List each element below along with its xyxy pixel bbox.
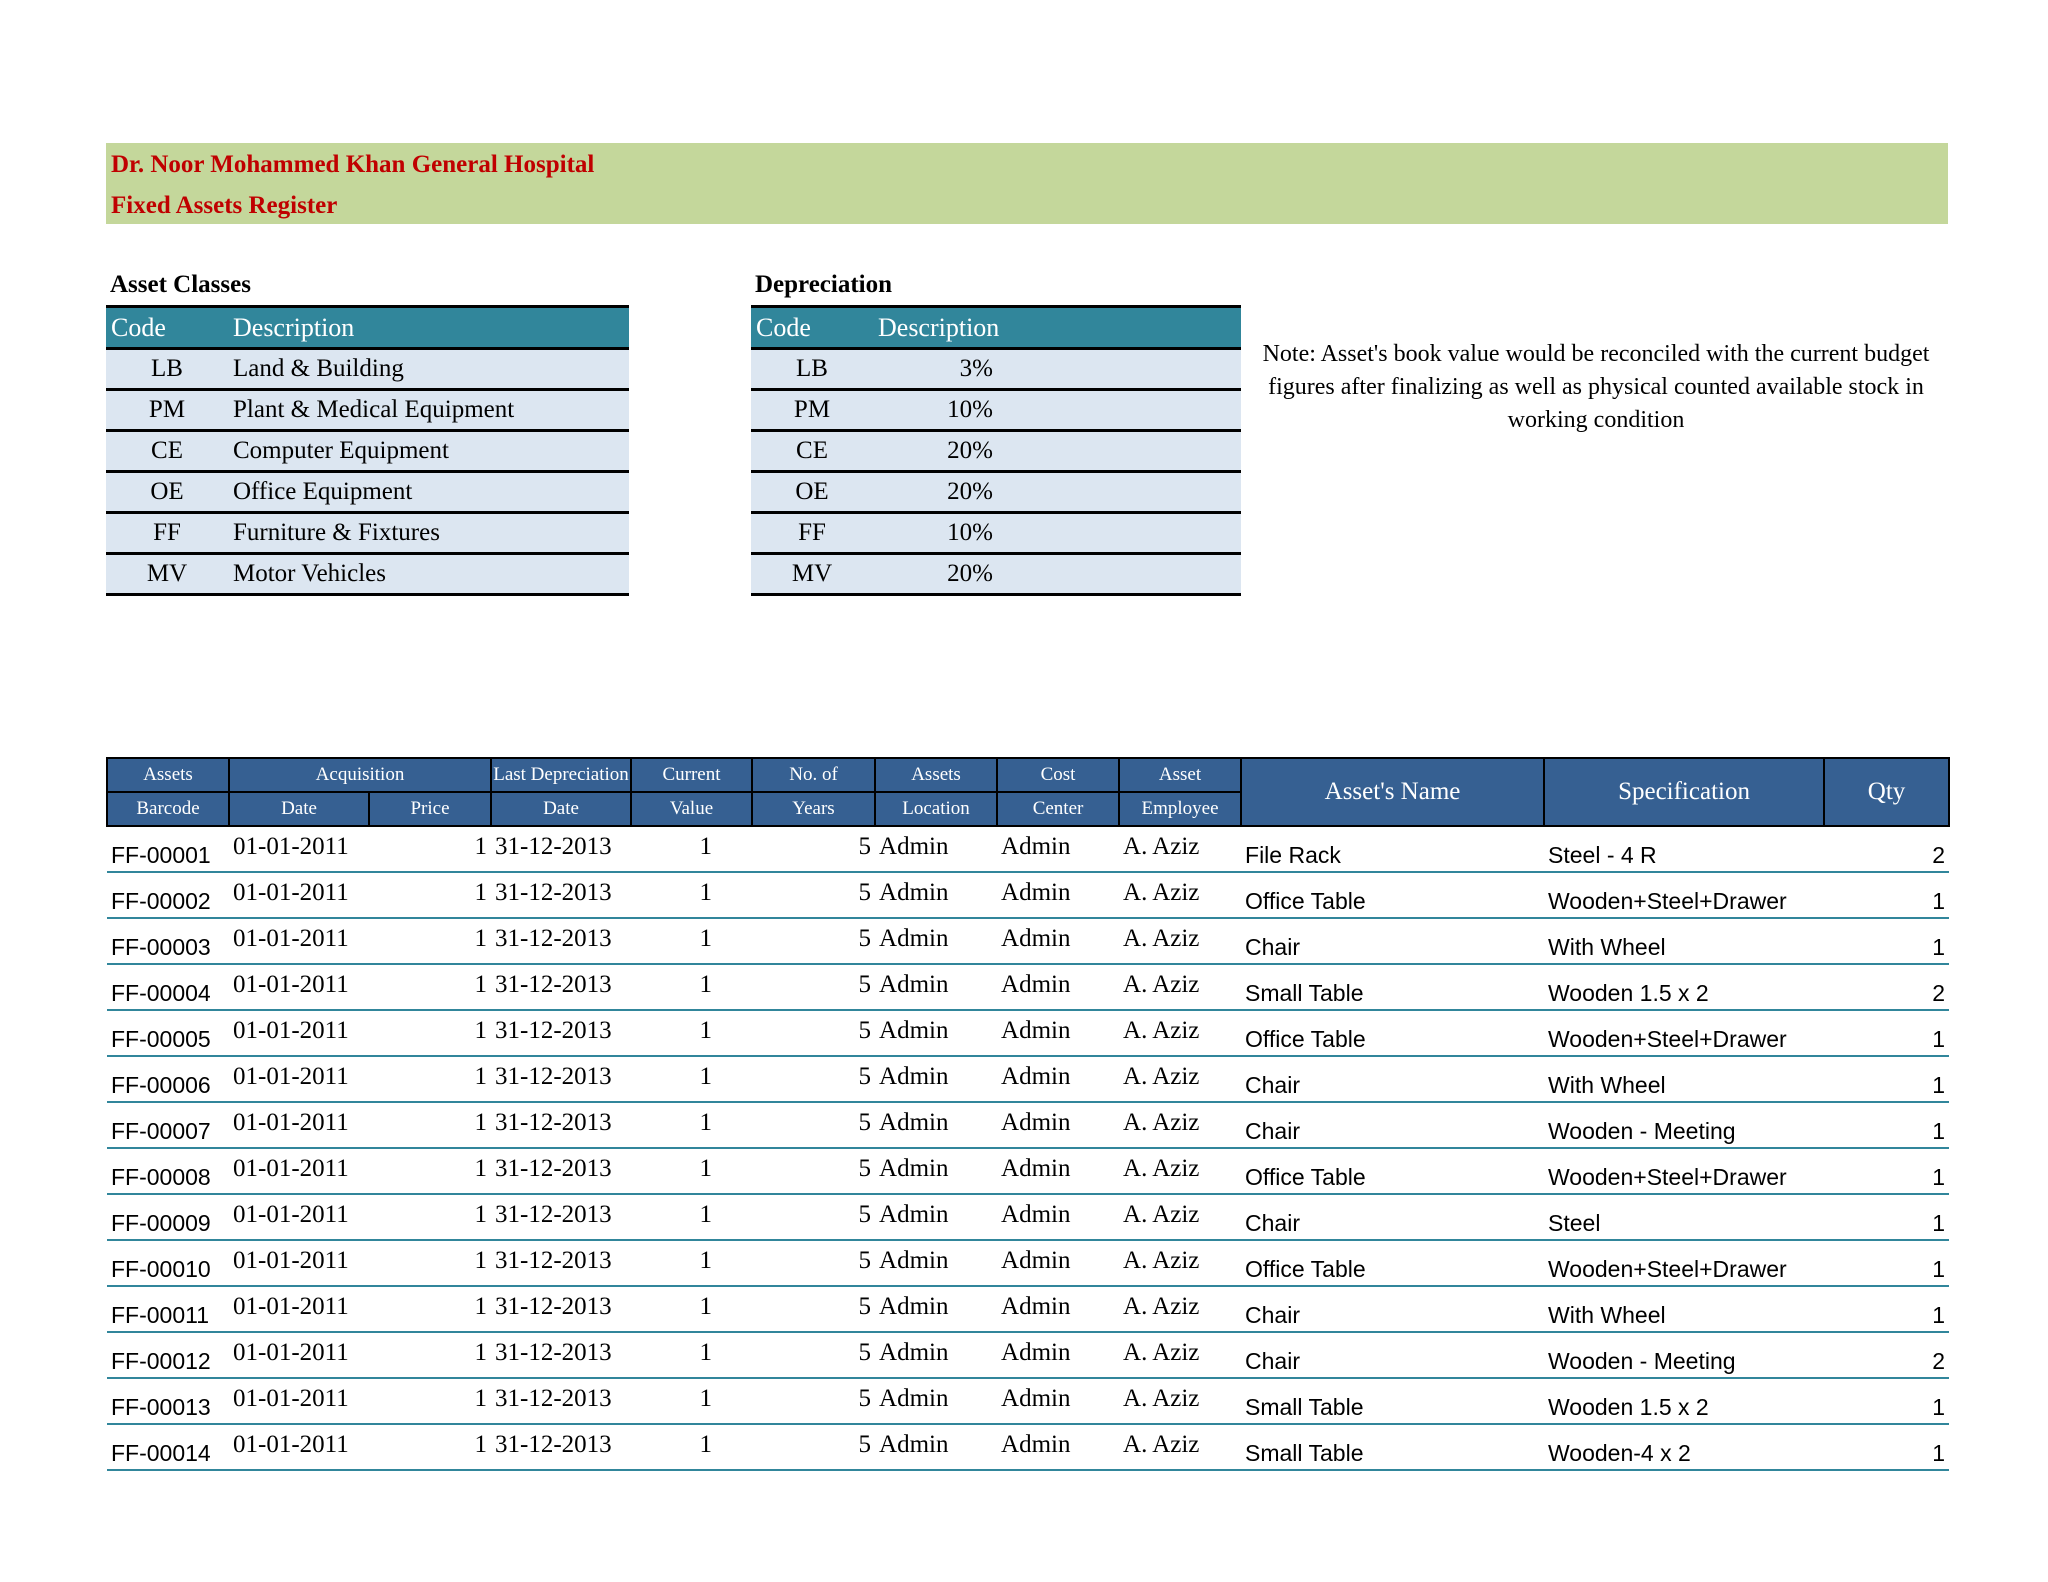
- asset-name: Chair: [1241, 1102, 1544, 1148]
- asset-barcode: FF-00006: [107, 1056, 229, 1102]
- depreciation-code: CE: [751, 431, 873, 472]
- acquisition-price: 1: [369, 1378, 491, 1424]
- last-depreciation-date: 31-12-2013: [491, 1286, 631, 1332]
- acquisition-price: 1: [369, 1332, 491, 1378]
- acquisition-date: 01-01-2011: [229, 1424, 369, 1470]
- acquisition-date: 01-01-2011: [229, 918, 369, 964]
- acquisition-price: 1: [369, 1056, 491, 1102]
- asset-barcode: FF-00010: [107, 1240, 229, 1286]
- column-header-description: Description: [228, 307, 629, 349]
- number-of-years: 5: [752, 1424, 875, 1470]
- asset-qty: 2: [1824, 1332, 1949, 1378]
- depreciation-rate: 10%: [873, 513, 993, 554]
- asset-class-description: Plant & Medical Equipment: [228, 390, 629, 431]
- depreciation-row: [751, 431, 1241, 472]
- column-header-description: Description: [873, 307, 1241, 349]
- current-value: 1: [631, 1424, 752, 1470]
- cost-center: Admin: [997, 1332, 1119, 1378]
- header-last-depreciation: Last Depreciation: [491, 758, 631, 792]
- cost-center: Admin: [997, 1424, 1119, 1470]
- asset-location: Admin: [875, 872, 997, 918]
- table-row: [107, 1010, 1949, 1056]
- asset-class-code: LB: [106, 349, 228, 390]
- acquisition-date: 01-01-2011: [229, 1378, 369, 1424]
- asset-barcode: FF-00007: [107, 1102, 229, 1148]
- depreciation-blank: [993, 554, 1241, 595]
- header-last-depreciation-date: Date: [491, 792, 631, 826]
- asset-class-row: [106, 513, 629, 554]
- last-depreciation-date: 31-12-2013: [491, 1102, 631, 1148]
- document-title: Fixed Assets Register: [111, 192, 338, 219]
- header-years: Years: [752, 792, 875, 826]
- asset-specification: Wooden - Meeting: [1544, 1332, 1824, 1378]
- acquisition-date: 01-01-2011: [229, 964, 369, 1010]
- current-value: 1: [631, 1378, 752, 1424]
- acquisition-date: 01-01-2011: [229, 872, 369, 918]
- table-row: [107, 872, 1949, 918]
- asset-barcode: FF-00013: [107, 1378, 229, 1424]
- table-row: [107, 1056, 1949, 1102]
- header-cost: Cost: [997, 758, 1119, 792]
- asset-class-code: OE: [106, 472, 228, 513]
- asset-location: Admin: [875, 1102, 997, 1148]
- asset-specification: With Wheel: [1544, 1286, 1824, 1332]
- asset-location: Admin: [875, 1424, 997, 1470]
- table-row: [107, 964, 1949, 1010]
- number-of-years: 5: [752, 1378, 875, 1424]
- header-center: Center: [997, 792, 1119, 826]
- current-value: 1: [631, 1286, 752, 1332]
- asset-location: Admin: [875, 826, 997, 872]
- asset-barcode: FF-00001: [107, 826, 229, 872]
- last-depreciation-date: 31-12-2013: [491, 918, 631, 964]
- asset-class-code: FF: [106, 513, 228, 554]
- asset-class-row: [106, 472, 629, 513]
- depreciation-row: [751, 472, 1241, 513]
- title-band: [106, 143, 1948, 224]
- table-row: [107, 1240, 1949, 1286]
- asset-name: Chair: [1241, 1286, 1544, 1332]
- cost-center: Admin: [997, 1148, 1119, 1194]
- depreciation-label: Depreciation: [755, 271, 893, 298]
- table-row: [107, 1332, 1949, 1378]
- depreciation-row: [751, 349, 1241, 390]
- last-depreciation-date: 31-12-2013: [491, 1332, 631, 1378]
- asset-barcode: FF-00008: [107, 1148, 229, 1194]
- asset-location: Admin: [875, 1010, 997, 1056]
- asset-class-code: MV: [106, 554, 228, 595]
- last-depreciation-date: 31-12-2013: [491, 1378, 631, 1424]
- asset-name: File Rack: [1241, 826, 1544, 872]
- current-value: 1: [631, 1240, 752, 1286]
- number-of-years: 5: [752, 964, 875, 1010]
- table-row: [107, 1286, 1949, 1332]
- asset-classes-label: Asset Classes: [110, 271, 251, 298]
- table-row: [107, 826, 1949, 872]
- asset-qty: 1: [1824, 1424, 1949, 1470]
- asset-employee: A. Aziz: [1119, 1240, 1241, 1286]
- number-of-years: 5: [752, 1332, 875, 1378]
- depreciation-code: LB: [751, 349, 873, 390]
- current-value: 1: [631, 1102, 752, 1148]
- asset-name: Chair: [1241, 1194, 1544, 1240]
- number-of-years: 5: [752, 1286, 875, 1332]
- asset-employee: A. Aziz: [1119, 1378, 1241, 1424]
- last-depreciation-date: 31-12-2013: [491, 872, 631, 918]
- acquisition-price: 1: [369, 1010, 491, 1056]
- cost-center: Admin: [997, 1378, 1119, 1424]
- asset-class-description: Office Equipment: [228, 472, 629, 513]
- asset-barcode: FF-00012: [107, 1332, 229, 1378]
- cost-center: Admin: [997, 826, 1119, 872]
- current-value: 1: [631, 918, 752, 964]
- asset-specification: Wooden - Meeting: [1544, 1102, 1824, 1148]
- asset-specification: Wooden 1.5 x 2: [1544, 1378, 1824, 1424]
- acquisition-price: 1: [369, 1240, 491, 1286]
- acquisition-date: 01-01-2011: [229, 1240, 369, 1286]
- asset-qty: 1: [1824, 872, 1949, 918]
- asset-qty: 1: [1824, 1194, 1949, 1240]
- asset-specification: With Wheel: [1544, 918, 1824, 964]
- asset-barcode: FF-00002: [107, 872, 229, 918]
- current-value: 1: [631, 1056, 752, 1102]
- acquisition-price: 1: [369, 1424, 491, 1470]
- asset-barcode: FF-00003: [107, 918, 229, 964]
- asset-name: Small Table: [1241, 964, 1544, 1010]
- acquisition-price: 1: [369, 826, 491, 872]
- depreciation-rate: 10%: [873, 390, 993, 431]
- asset-location: Admin: [875, 1286, 997, 1332]
- asset-specification: Steel - 4 R: [1544, 826, 1824, 872]
- asset-barcode: FF-00011: [107, 1286, 229, 1332]
- asset-employee: A. Aziz: [1119, 964, 1241, 1010]
- depreciation-blank: [993, 513, 1241, 554]
- asset-qty: 1: [1824, 1286, 1949, 1332]
- acquisition-date: 01-01-2011: [229, 1194, 369, 1240]
- cost-center: Admin: [997, 1056, 1119, 1102]
- depreciation-rate: 20%: [873, 472, 993, 513]
- asset-name: Office Table: [1241, 1240, 1544, 1286]
- header-asset-employee-top: Asset: [1119, 758, 1241, 792]
- number-of-years: 5: [752, 1240, 875, 1286]
- asset-barcode: FF-00014: [107, 1424, 229, 1470]
- last-depreciation-date: 31-12-2013: [491, 1424, 631, 1470]
- asset-employee: A. Aziz: [1119, 1148, 1241, 1194]
- asset-class-description: Land & Building: [228, 349, 629, 390]
- asset-barcode: FF-00004: [107, 964, 229, 1010]
- header-specification: Specification: [1544, 758, 1824, 826]
- asset-qty: 1: [1824, 1378, 1949, 1424]
- number-of-years: 5: [752, 1056, 875, 1102]
- acquisition-date: 01-01-2011: [229, 1148, 369, 1194]
- asset-employee: A. Aziz: [1119, 1424, 1241, 1470]
- asset-location: Admin: [875, 1056, 997, 1102]
- last-depreciation-date: 31-12-2013: [491, 1148, 631, 1194]
- organization-name: Dr. Noor Mohammed Khan General Hospital: [111, 151, 595, 178]
- asset-location: Admin: [875, 1240, 997, 1286]
- asset-employee: A. Aziz: [1119, 1286, 1241, 1332]
- asset-employee: A. Aziz: [1119, 872, 1241, 918]
- last-depreciation-date: 31-12-2013: [491, 1056, 631, 1102]
- depreciation-blank: [993, 390, 1241, 431]
- table-row: [107, 1424, 1949, 1470]
- current-value: 1: [631, 1148, 752, 1194]
- acquisition-price: 1: [369, 918, 491, 964]
- header-location: Location: [875, 792, 997, 826]
- asset-employee: A. Aziz: [1119, 1194, 1241, 1240]
- cost-center: Admin: [997, 918, 1119, 964]
- table-row: [107, 1102, 1949, 1148]
- header-value: Value: [631, 792, 752, 826]
- number-of-years: 5: [752, 826, 875, 872]
- asset-specification: Wooden+Steel+Drawer: [1544, 872, 1824, 918]
- header-acquisition: Acquisition: [229, 758, 491, 792]
- asset-qty: 1: [1824, 1056, 1949, 1102]
- asset-class-description: Motor Vehicles: [228, 554, 629, 595]
- depreciation-blank: [993, 349, 1241, 390]
- last-depreciation-date: 31-12-2013: [491, 964, 631, 1010]
- table-row: [107, 918, 1949, 964]
- number-of-years: 5: [752, 1148, 875, 1194]
- asset-employee: A. Aziz: [1119, 918, 1241, 964]
- asset-name: Office Table: [1241, 1010, 1544, 1056]
- number-of-years: 5: [752, 872, 875, 918]
- asset-classes-table: [106, 305, 629, 596]
- asset-qty: 1: [1824, 1148, 1949, 1194]
- asset-specification: Wooden-4 x 2: [1544, 1424, 1824, 1470]
- asset-specification: Wooden+Steel+Drawer: [1544, 1240, 1824, 1286]
- asset-class-row: [106, 431, 629, 472]
- table-row: [107, 1194, 1949, 1240]
- asset-name: Small Table: [1241, 1424, 1544, 1470]
- cost-center: Admin: [997, 1286, 1119, 1332]
- header-assets-location-top: Assets: [875, 758, 997, 792]
- asset-name: Chair: [1241, 1332, 1544, 1378]
- asset-qty: 1: [1824, 1240, 1949, 1286]
- asset-class-code: CE: [106, 431, 228, 472]
- asset-location: Admin: [875, 918, 997, 964]
- asset-name: Chair: [1241, 918, 1544, 964]
- asset-specification: Wooden 1.5 x 2: [1544, 964, 1824, 1010]
- depreciation-blank: [993, 472, 1241, 513]
- acquisition-price: 1: [369, 1286, 491, 1332]
- asset-specification: With Wheel: [1544, 1056, 1824, 1102]
- depreciation-rate: 20%: [873, 431, 993, 472]
- last-depreciation-date: 31-12-2013: [491, 1240, 631, 1286]
- cost-center: Admin: [997, 1194, 1119, 1240]
- acquisition-price: 1: [369, 964, 491, 1010]
- asset-name: Office Table: [1241, 872, 1544, 918]
- asset-employee: A. Aziz: [1119, 1010, 1241, 1056]
- number-of-years: 5: [752, 1102, 875, 1148]
- cost-center: Admin: [997, 1102, 1119, 1148]
- asset-qty: 1: [1824, 1010, 1949, 1056]
- asset-class-row: [106, 390, 629, 431]
- depreciation-code: MV: [751, 554, 873, 595]
- table-row: [107, 1378, 1949, 1424]
- cost-center: Admin: [997, 1010, 1119, 1056]
- column-header-code: Code: [106, 307, 228, 349]
- asset-specification: Wooden+Steel+Drawer: [1544, 1010, 1824, 1056]
- acquisition-date: 01-01-2011: [229, 1332, 369, 1378]
- acquisition-date: 01-01-2011: [229, 1102, 369, 1148]
- asset-class-description: Computer Equipment: [228, 431, 629, 472]
- asset-specification: Steel: [1544, 1194, 1824, 1240]
- depreciation-rate: 20%: [873, 554, 993, 595]
- header-barcode: Barcode: [107, 792, 229, 826]
- cost-center: Admin: [997, 872, 1119, 918]
- column-header-code: Code: [751, 307, 873, 349]
- asset-location: Admin: [875, 1378, 997, 1424]
- header-asset-name: Asset's Name: [1241, 758, 1544, 826]
- asset-name: Chair: [1241, 1056, 1544, 1102]
- cost-center: Admin: [997, 964, 1119, 1010]
- acquisition-price: 1: [369, 1148, 491, 1194]
- asset-class-code: PM: [106, 390, 228, 431]
- current-value: 1: [631, 1010, 752, 1056]
- current-value: 1: [631, 1332, 752, 1378]
- asset-qty: 1: [1824, 918, 1949, 964]
- depreciation-rate: 3%: [873, 349, 993, 390]
- header-acquisition-price: Price: [369, 792, 491, 826]
- depreciation-row: [751, 554, 1241, 595]
- acquisition-price: 1: [369, 872, 491, 918]
- asset-class-row: [106, 554, 629, 595]
- depreciation-table: [751, 305, 1241, 596]
- table-row: [107, 1148, 1949, 1194]
- fixed-assets-register-table: [106, 757, 1950, 1471]
- current-value: 1: [631, 872, 752, 918]
- number-of-years: 5: [752, 918, 875, 964]
- asset-employee: A. Aziz: [1119, 1102, 1241, 1148]
- last-depreciation-date: 31-12-2013: [491, 1010, 631, 1056]
- current-value: 1: [631, 826, 752, 872]
- asset-class-description: Furniture & Fixtures: [228, 513, 629, 554]
- last-depreciation-date: 31-12-2013: [491, 826, 631, 872]
- header-assets: Assets: [107, 758, 229, 792]
- depreciation-row: [751, 390, 1241, 431]
- asset-employee: A. Aziz: [1119, 1056, 1241, 1102]
- header-acquisition-date: Date: [229, 792, 369, 826]
- asset-qty: 1: [1824, 1102, 1949, 1148]
- asset-specification: Wooden+Steel+Drawer: [1544, 1148, 1824, 1194]
- asset-qty: 2: [1824, 826, 1949, 872]
- depreciation-blank: [993, 431, 1241, 472]
- acquisition-price: 1: [369, 1102, 491, 1148]
- depreciation-code: PM: [751, 390, 873, 431]
- asset-barcode: FF-00005: [107, 1010, 229, 1056]
- asset-name: Office Table: [1241, 1148, 1544, 1194]
- depreciation-code: OE: [751, 472, 873, 513]
- current-value: 1: [631, 1194, 752, 1240]
- header-employee: Employee: [1119, 792, 1241, 826]
- depreciation-code: FF: [751, 513, 873, 554]
- header-current: Current: [631, 758, 752, 792]
- asset-location: Admin: [875, 1194, 997, 1240]
- cost-center: Admin: [997, 1240, 1119, 1286]
- header-no-of: No. of: [752, 758, 875, 792]
- asset-location: Admin: [875, 1332, 997, 1378]
- header-qty: Qty: [1824, 758, 1949, 826]
- asset-barcode: FF-00009: [107, 1194, 229, 1240]
- last-depreciation-date: 31-12-2013: [491, 1194, 631, 1240]
- asset-name: Small Table: [1241, 1378, 1544, 1424]
- current-value: 1: [631, 964, 752, 1010]
- asset-employee: A. Aziz: [1119, 826, 1241, 872]
- asset-employee: A. Aziz: [1119, 1332, 1241, 1378]
- acquisition-date: 01-01-2011: [229, 1286, 369, 1332]
- asset-location: Admin: [875, 1148, 997, 1194]
- acquisition-date: 01-01-2011: [229, 1010, 369, 1056]
- reconciliation-note: Note: Asset's book value would be reconciled with the current budget figures after finalizing as well as physical counted available stock in working condition: [1262, 341, 1930, 433]
- number-of-years: 5: [752, 1194, 875, 1240]
- acquisition-price: 1: [369, 1194, 491, 1240]
- acquisition-date: 01-01-2011: [229, 826, 369, 872]
- asset-qty: 2: [1824, 964, 1949, 1010]
- asset-class-row: [106, 349, 629, 390]
- acquisition-date: 01-01-2011: [229, 1056, 369, 1102]
- number-of-years: 5: [752, 1010, 875, 1056]
- asset-location: Admin: [875, 964, 997, 1010]
- depreciation-row: [751, 513, 1241, 554]
